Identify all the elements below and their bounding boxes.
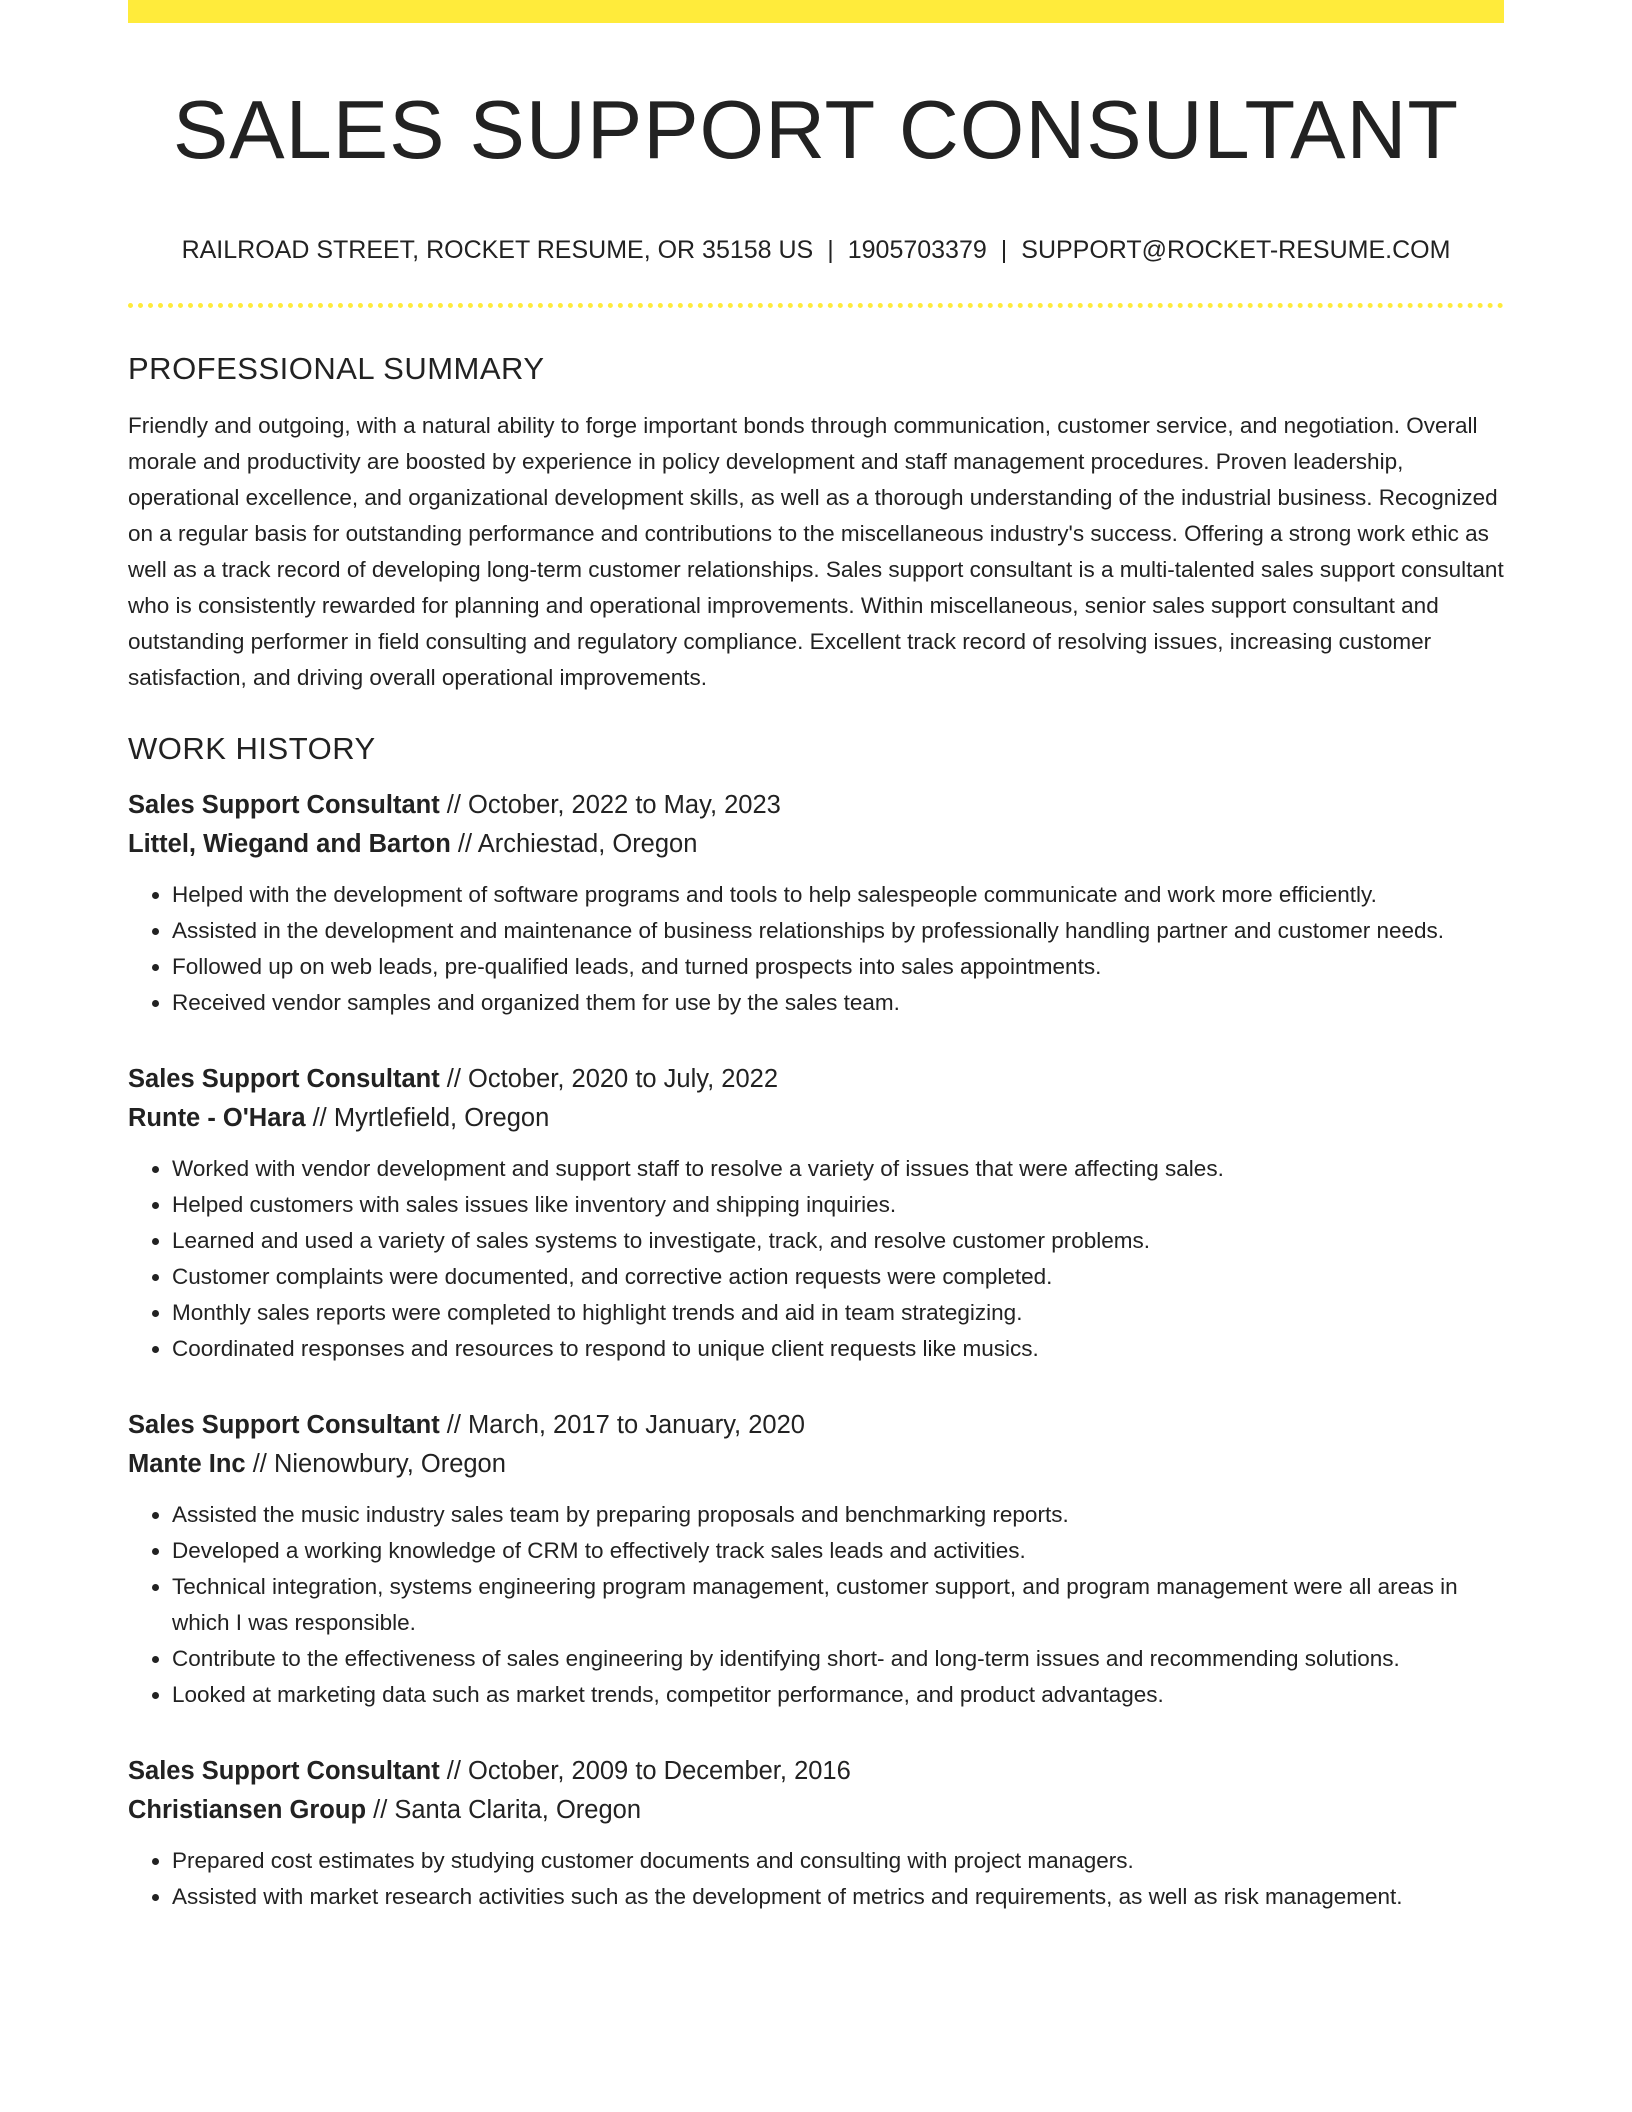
job-bullet: • Coordinated responses and resources to respond to unique client requests like musics. bbox=[172, 1331, 1504, 1367]
job-bullet: • Looked at marketing data such as market trends, competitor performance, and product advantages. bbox=[172, 1677, 1504, 1713]
job-bullet-list bbox=[128, 877, 1504, 1021]
job-company: Mante Inc bbox=[128, 1450, 246, 1478]
candidate-title: SALES SUPPORT CONSULTANT bbox=[172, 83, 1460, 176]
job-bullet: • Assisted with market research activities such as the development of metrics and requirements, as well as risk management. bbox=[172, 1879, 1504, 1915]
job-dates: // October, 2020 to July, 2022 bbox=[439, 1065, 779, 1093]
job-dates: // October, 2009 to December, 2016 bbox=[439, 1757, 851, 1785]
job-dates: // March, 2017 to January, 2020 bbox=[439, 1411, 805, 1439]
job-role: Sales Support Consultant bbox=[128, 1411, 440, 1439]
contact-separator: | bbox=[1000, 236, 1008, 264]
dotted-divider bbox=[128, 303, 1504, 308]
job-role-line bbox=[128, 1060, 1504, 1099]
job-location: // Myrtlefield, Oregon bbox=[305, 1104, 550, 1132]
job-location: // Santa Clarita, Oregon bbox=[366, 1796, 642, 1824]
job-bullet: • Monthly sales reports were completed to highlight trends and aid in team strategizing. bbox=[172, 1295, 1504, 1331]
job-role-line bbox=[128, 1406, 1504, 1445]
job-bullet: • Worked with vendor development and support staff to resolve a variety of issues that were affecting sales. bbox=[172, 1151, 1504, 1187]
job-bullet: • Received vendor samples and organized them for use by the sales team. bbox=[172, 985, 1504, 1021]
job-bullet: • Helped customers with sales issues like inventory and shipping inquiries. bbox=[172, 1187, 1504, 1223]
job-bullet-list bbox=[128, 1843, 1504, 1915]
job-bullet: • Contribute to the effectiveness of sales engineering by identifying short- and long-term issues and recommending solutions. bbox=[172, 1641, 1504, 1677]
job-location: // Nienowbury, Oregon bbox=[245, 1450, 506, 1478]
contact-separator: | bbox=[827, 236, 834, 264]
job-bullet: • Assisted the music industry sales team by preparing proposals and benchmarking reports. bbox=[172, 1497, 1504, 1533]
job-entry bbox=[128, 786, 1504, 1021]
job-location: // Archiestad, Oregon bbox=[450, 830, 698, 858]
work-history-heading: WORK HISTORY bbox=[128, 731, 376, 766]
job-bullet: • Assisted in the development and maintenance of business relationships by professionally handling partner and customer needs. bbox=[172, 913, 1504, 949]
job-role-line bbox=[128, 786, 1504, 825]
work-history-list bbox=[128, 786, 1504, 1915]
job-company: Runte - O'Hara bbox=[128, 1104, 306, 1132]
job-company-line bbox=[128, 825, 1504, 864]
job-role: Sales Support Consultant bbox=[128, 1757, 440, 1785]
job-entry bbox=[128, 1752, 1504, 1915]
contact-line bbox=[128, 234, 1504, 266]
job-bullet: • Helped with the development of software programs and tools to help salespeople communicate and work more efficiently. bbox=[172, 877, 1504, 913]
job-company-line bbox=[128, 1445, 1504, 1484]
summary-heading: PROFESSIONAL SUMMARY bbox=[128, 351, 545, 386]
job-company: Littel, Wiegand and Barton bbox=[128, 830, 451, 858]
job-bullet: • Technical integration, systems engineering program management, customer support, and program management were all areas in which I was responsible. bbox=[172, 1569, 1504, 1641]
job-bullet: • Followed up on web leads, pre-qualified leads, and turned prospects into sales appointments. bbox=[172, 949, 1504, 985]
contact-phone: 1905703379 bbox=[847, 236, 987, 264]
job-entry bbox=[128, 1060, 1504, 1367]
contact-address: RAILROAD STREET, ROCKET RESUME, OR 35158 US bbox=[181, 236, 814, 264]
contact-email: SUPPORT@ROCKET-RESUME.COM bbox=[1021, 236, 1451, 264]
summary-text: Friendly and outgoing, with a natural ability to forge important bonds through communication, customer service, and negotiation. Overall morale and productivity are boosted by experience in policy development and staff management procedures. Proven leadership, operational excellence, and organizational development skills, as well as a thorough understanding of the industrial business. Recognized on a regular basis for outstanding performance and contributions to the miscellaneous industry's success. Offering a strong work ethic as well as a track record of developing long-term customer relationships. Sales support consultant is a multi-talented sales support consultant who is consistently rewarded for planning and operational improvements. Within miscellaneous, senior sales support consultant and outstanding performer in field consulting and regulatory compliance. Excellent track record of resolving issues, increasing customer satisfaction, and driving overall operational improvements. bbox=[128, 413, 1504, 690]
job-role: Sales Support Consultant bbox=[128, 791, 440, 819]
job-bullet: • Learned and used a variety of sales systems to investigate, track, and resolve customer problems. bbox=[172, 1223, 1504, 1259]
job-bullet-list bbox=[128, 1151, 1504, 1367]
job-entry bbox=[128, 1406, 1504, 1713]
accent-top-bar bbox=[128, 0, 1504, 23]
resume-page bbox=[128, 0, 1504, 1915]
job-company-line bbox=[128, 1791, 1504, 1830]
job-bullet-list bbox=[128, 1497, 1504, 1713]
job-company-line bbox=[128, 1099, 1504, 1138]
job-bullet: • Customer complaints were documented, and corrective action requests were completed. bbox=[172, 1259, 1504, 1295]
job-bullet: • Developed a working knowledge of CRM to effectively track sales leads and activities. bbox=[172, 1533, 1504, 1569]
job-dates: // October, 2022 to May, 2023 bbox=[439, 791, 781, 819]
job-role-line bbox=[128, 1752, 1504, 1791]
job-role: Sales Support Consultant bbox=[128, 1065, 440, 1093]
job-company: Christiansen Group bbox=[128, 1796, 367, 1824]
job-bullet: • Prepared cost estimates by studying customer documents and consulting with project managers. bbox=[172, 1843, 1504, 1879]
